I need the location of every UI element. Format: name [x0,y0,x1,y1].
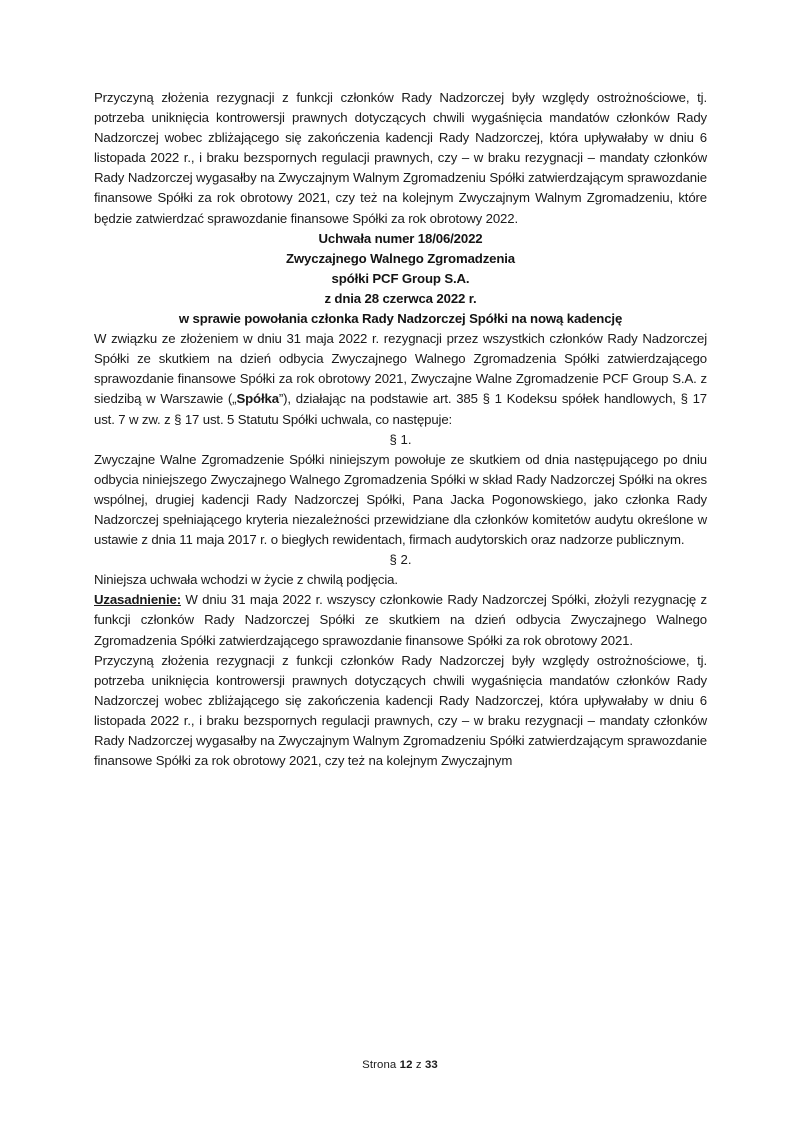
resolution-heading-line-number: Uchwała numer 18/06/2022 [318,230,483,246]
paragraph-section-2-body: Niniejsza uchwała wchodzi w życie z chwilą podjęcia. [94,572,398,588]
resolution-heading-line-subject: w sprawie powołania członka Rady Nadzorczej Spółki na nową kadencję [178,311,623,327]
paragraph-section-1-body: Zwyczajne Walne Zgromadzenie Spółki niniejszym powołuje ze skutkiem od dnia następującego po dniu odbycia niniejszego Zwyczajnego Walnego Zgromadzenia Spółki w skład Rady Nadzorczej Spółki na okres wspólnej, drugiej kadencji Rady Nadzorczej Spółki, Pana Jacka Pogonowskiego, jako członka Rady Nadzorczej spełniającego kryteria niezależności przewidziane dla członków komitetów audytu określone w ustawie z dnia 11 maja 2017 r. o biegłych rewidentach, firmach audytorskich oraz nadzorze publicznym. [94,451,707,548]
footer-current-page: 12 [399,1059,413,1071]
resolution-heading-line-date: z dnia 28 czerwca 2022 r. [324,290,477,306]
paragraph-resignation-reasons-final: Przyczyną złożenia rezygnacji z funkcji członków Rady Nadzorczej były względy ostrożnościowe, tj. potrzeba uniknięcia kontrowersji prawnych dotyczących chwili wygaśnięcia mandatów członków Rady Nadzorczej wobec zbliżającego się zakończenia kadencji Rady Nadzorczej, która upływałaby w dniu 6 listopada 2022 r., i braku bezspornych regulacji prawnych, czy – w braku rezygnacji – mandaty członków Rady Nadzorczej wygasałby na Zwyczajnym Walnym Zgromadzeniu Spółki zatwierdzającym sprawozdanie finansowe Spółki za rok obrotowy 2021, czy też na kolejnym Zwyczajnym [94,652,707,769]
section-marker-1: § 1. [389,431,412,447]
paragraph-resignation-reasons-continued: Przyczyną złożenia rezygnacji z funkcji członków Rady Nadzorczej były względy ostrożnościowe, tj. potrzeba uniknięcia kontrowersji prawnych dotyczących chwili wygaśnięcia mandatów członków Rady Nadzorczej wobec zbliżającego się zakończenia kadencji Rady Nadzorczej, która upływałaby w dniu 6 listopada 2022 r., i braku bezspornych regulacji prawnych, czy – w braku rezygnacji – mandaty członków Rady Nadzorczej wygasałby na Zwyczajnym Walnym Zgromadzeniu Spółki zatwierdzającym sprawozdanie finansowe Spółki za rok obrotowy 2021, czy też na kolejnym Zwyczajnym Walnym Zgromadzeniu, które będzie zatwierdzać sprawozdanie finansowe Spółki za rok obrotowy 2022. [94,90,707,226]
justification-label: Uzasadnienie: [94,592,181,608]
paragraph-justification [94,590,707,650]
preamble-text-before-bold: W związku ze złożeniem w dniu 31 maja 2022 r. rezygnacji przez wszystkich członków Rady Nadzorczej Spółki ze skutkiem na dzień odbycia Zwyczajnego Walnego Zgromadzenia Spółki zatwierdzającego sprawozdanie finansowe Spółki za rok obrotowy 2021, Zwyczajne Walne Zgromadzenie PCF Group S.A. z siedzibą w Warszawie („ [94,331,707,407]
footer-separator-label: z [412,1059,425,1071]
page-footer [0,1057,800,1073]
page-content [94,88,707,771]
resolution-heading-line-company: spółki PCF Group S.A. [331,270,470,286]
resolution-heading-line-body: Zwyczajnego Walnego Zgromadzenia [285,250,516,266]
resolution-heading [94,229,707,329]
section-marker-2: § 2. [389,552,412,568]
paragraph-preamble [94,329,707,429]
footer-prefix-label: Strona [362,1059,400,1071]
preamble-text-after-bold: ”), działając na podstawie art. 385 § 1 Kodeksu spółek handlowych, § 17 ust. 7 w zw. z § 17 ust. 5 Statutu Spółki uchwala, co następuje: [94,391,708,427]
justification-text: W dniu 31 maja 2022 r. wszyscy członkowie Rady Nadzorczej Spółki, złożyli rezygnację z funkcji członków Rady Nadzorczej Spółki ze skutkiem na dzień odbycia Zwyczajnego Walnego Zgromadzenia Spółki zatwierdzającego sprawozdanie finansowe Spółki za rok obrotowy 2021. [94,592,707,648]
preamble-defined-term: Spółka [236,391,279,407]
footer-total-pages: 33 [424,1059,438,1071]
